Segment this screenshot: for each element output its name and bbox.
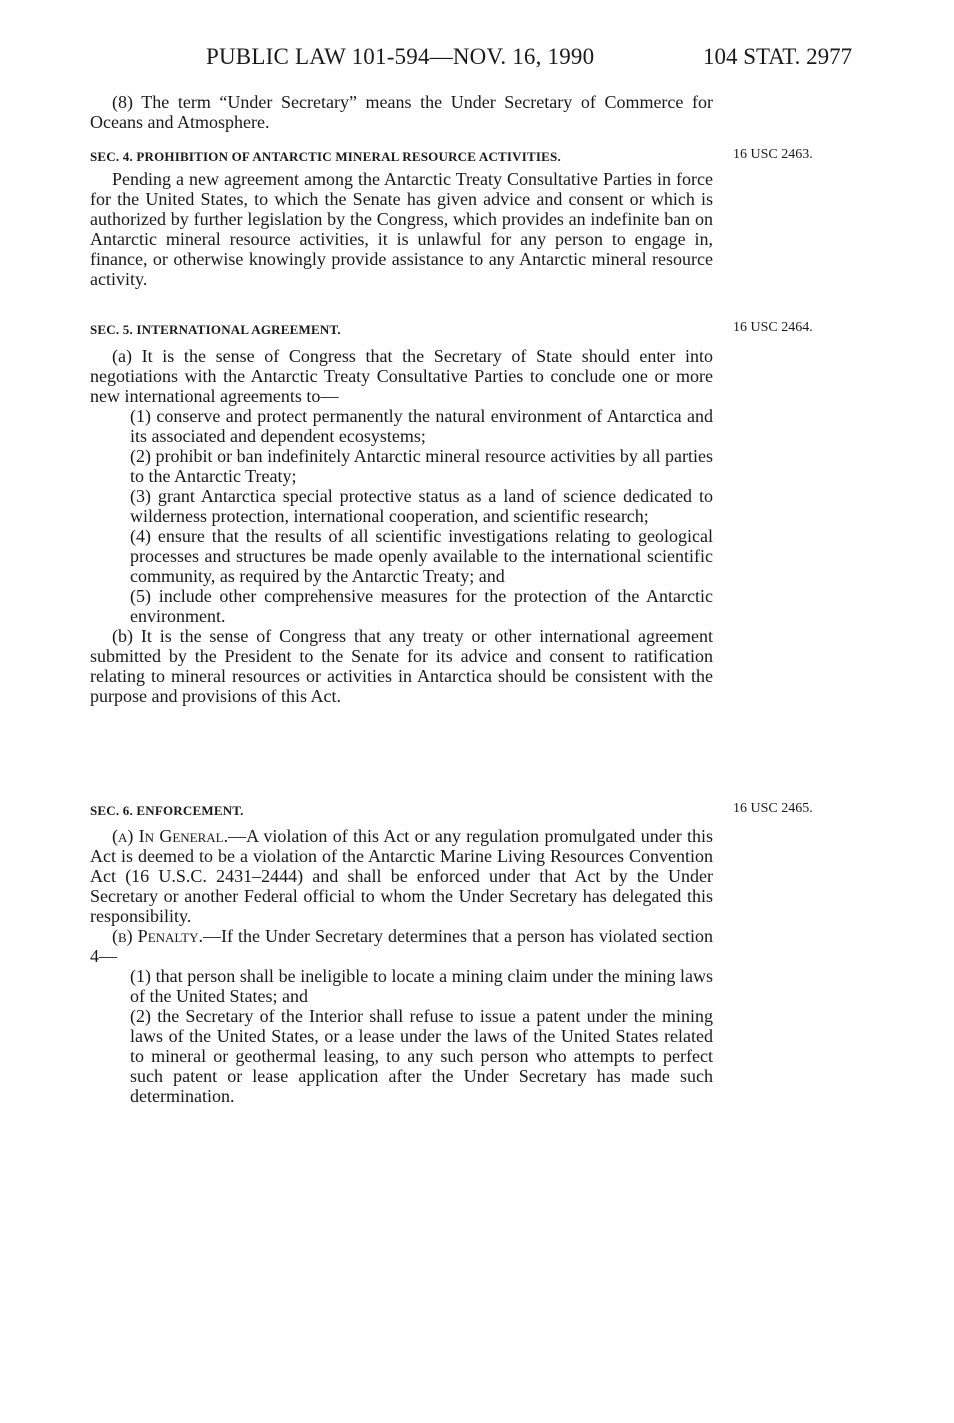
section-4-heading: SEC. 4. PROHIBITION OF ANTARCTIC MINERAL RESOURCE ACTIVITIES. [90,149,561,164]
section-5-item: (1) conserve and protect permanently the natural environment of Antarctica and its associated and dependent ecosystems; [130,406,713,446]
definition-8 [90,92,713,132]
section-6-margin-note: 16 USC 2465. [733,801,813,816]
section-5-item: (4) ensure that the results of all scientific investigations relating to geological processes and structures be made openly available to the international scientific community, as required by the Antarctic Treaty; and [130,526,713,586]
section-4-text: Pending a new agreement among the Antarctic Treaty Consultative Parties in force for the United States, to which the Senate has given advice and consent or which is authorized by further legislation by the Congress, which provides an indefinite ban on Antarctic mineral resource activities, it is unlawful for any person to engage in, finance, or otherwise knowingly provide assistance to any Antarctic mineral resource activity. [90,169,713,289]
section-5-paragraph-b: (b) It is the sense of Congress that any treaty or other international agreement submitted by the President to the Senate for its advice and consent to ratification relating to mineral resources or activities in Antarctica should be consistent with the purpose and provisions of this Act. [90,626,713,706]
section-6-item: (1) that person shall be ineligible to locate a mining claim under the mining laws of the United States; and [130,966,713,1006]
paragraph-b-label: (b) Penalty. [112,926,203,946]
section-6-heading: SEC. 6. ENFORCEMENT. [90,803,244,818]
section-6-item: (2) the Secretary of the Interior shall refuse to issue a patent under the mining laws of the United States, or a lease under the laws of the United States related to mineral or geothermal leasing, to any such person who attempts to perfect such patent or lease application after the Under Secretary has made such determination. [130,1006,713,1106]
paragraph-a-label: (a) In General. [112,826,229,846]
section-5-margin-note: 16 USC 2464. [733,320,813,335]
definition-text: (8) The term “Under Secretary” means the Under Secretary of Commerce for Oceans and Atmosphere. [90,92,713,132]
section-5-heading: SEC. 5. INTERNATIONAL AGREEMENT. [90,322,341,337]
section-6-paragraph-b [90,926,713,966]
section-5-item: (3) grant Antarctica special protective status as a land of science dedicated to wilderness protection, international cooperation, and scientific research; [130,486,713,526]
section-5-body [90,346,713,706]
section-5-item: (5) include other comprehensive measures for the protection of the Antarctic environment. [130,586,713,626]
section-4-body [90,169,713,289]
paragraph-b-text: —If the Under Secretary determines that a person has violated section 4— [90,926,713,966]
paragraph-a-text: —A violation of this Act or any regulation promulgated under this Act is deemed to be a violation of the Antarctic Marine Living Resources Convention Act (16 U.S.C. 2431–2444) and shall be enforced under that Act by the Under Secretary or another Federal official to whom the Under Secretary has delegated this responsibility. [90,826,714,926]
statute-page-number: 104 STAT. 2977 [703,44,853,69]
section-6-body [90,826,713,1106]
section-5-item: (2) prohibit or ban indefinitely Antarctic mineral resource activities by all parties to the Antarctic Treaty; [130,446,713,486]
section-6-paragraph-a [90,826,713,926]
section-4-margin-note: 16 USC 2463. [733,147,813,162]
running-header: PUBLIC LAW 101-594—NOV. 16, 1990 [206,44,595,69]
section-5-paragraph-a: (a) It is the sense of Congress that the Secretary of State should enter into negotiations with the Antarctic Treaty Consultative Parties to conclude one or more new international agreements to— [90,346,713,406]
